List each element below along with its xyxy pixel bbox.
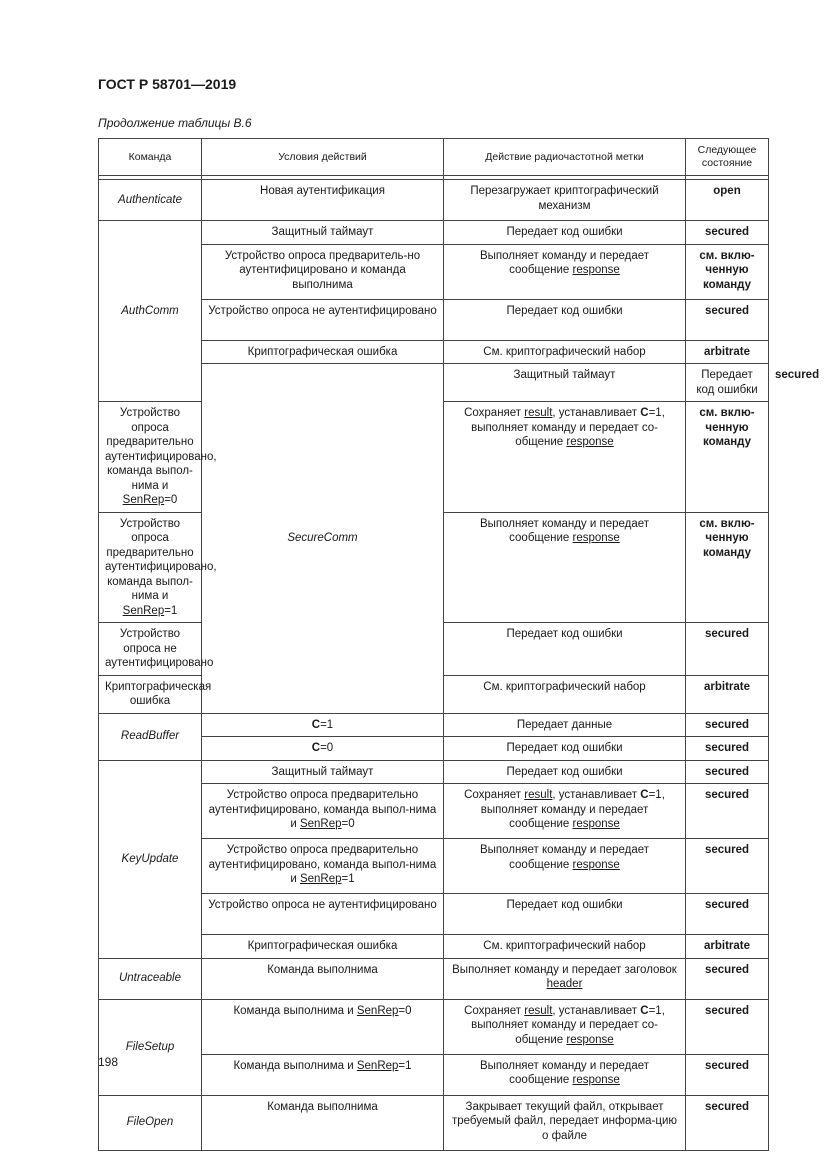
header-conditions: Условия действий <box>202 139 444 176</box>
cmd-filesetup: FileSetup <box>99 999 202 1095</box>
state-cell: arbitrate <box>686 340 769 364</box>
condition-cell: Устройство опроса предварительно аутентифицировано, команда выпол-нима и SenRep=0 <box>99 402 202 513</box>
state-cell: см. вклю-ченную команду <box>686 244 769 299</box>
table-caption: Продолжение таблицы В.6 <box>98 116 252 130</box>
condition-cell: Криптографическая ошибка <box>202 935 444 959</box>
condition-cell: C=1 <box>202 713 444 737</box>
state-cell: secured <box>686 221 769 245</box>
state-cell: см. вклю-ченную команду <box>686 402 769 513</box>
condition-cell: Устройство опроса не аутентифицировано <box>99 623 202 676</box>
cmd-authenticate: Authenticate <box>99 180 202 221</box>
state-cell: secured <box>686 760 769 784</box>
action-cell: Выполняет команду и передает сообщение response <box>444 1054 686 1095</box>
condition-cell: Защитный таймаут <box>202 221 444 245</box>
document-title: ГОСТ Р 58701—2019 <box>98 76 237 92</box>
condition-cell: Устройство опроса не аутентифицировано <box>202 299 444 340</box>
action-cell: См. криптографический набор <box>444 675 686 713</box>
state-cell: secured <box>686 894 769 935</box>
condition-cell: Защитный таймаут <box>202 760 444 784</box>
table-row <box>99 999 769 1054</box>
condition-cell: Устройство опроса предварительно аутентифицировано, команда выпол-нима и SenRep=1 <box>202 839 444 894</box>
action-cell: Передает код ошибки <box>444 623 686 676</box>
action-cell: Выполняет команду и передает заголовок header <box>444 958 686 999</box>
action-cell: Выполняет команду и передает сообщение response <box>444 839 686 894</box>
header-next-state: Следующее состояние <box>686 139 769 176</box>
action-cell: Передает код ошибки <box>444 894 686 935</box>
header-command: Команда <box>99 139 202 176</box>
state-cell: secured <box>686 1054 769 1095</box>
cmd-fileopen: FileOpen <box>99 1095 202 1150</box>
state-cell: см. вклю-ченную команду <box>686 512 769 623</box>
action-cell: Выполняет команду и передает сообщение response <box>444 244 686 299</box>
table-row <box>99 713 769 737</box>
condition-cell: Устройство опроса предваритель-но аутентифицировано и команда выполнима <box>202 244 444 299</box>
command-table <box>98 138 820 1151</box>
table-row: SecureComm Защитный таймаут Передает код ошибки secured <box>99 364 769 402</box>
state-cell: secured <box>686 999 769 1054</box>
state-cell: secured <box>686 299 769 340</box>
condition-cell: Защитный таймаут <box>444 364 686 402</box>
condition-cell: Устройство опроса не аутентифицировано <box>202 894 444 935</box>
condition-cell: Команда выполнима <box>202 958 444 999</box>
table-header-row <box>99 139 769 176</box>
cmd-authcomm: AuthComm <box>99 221 202 402</box>
action-cell: Сохраняет result, устанавливает C=1, выполняет команду и передает со-общение response <box>444 999 686 1054</box>
condition-cell: Новая аутентификация <box>202 180 444 221</box>
action-cell: См. криптографический набор <box>444 935 686 959</box>
action-cell: См. криптографический набор <box>444 340 686 364</box>
state-cell: secured <box>686 737 769 761</box>
table-row <box>99 221 769 245</box>
action-cell: Сохраняет result, устанавливает C=1, выполняет команду и передает сообщение response <box>444 784 686 839</box>
condition-cell: Устройство опроса предварительно аутентифицировано, команда выпол-нима и SenRep=1 <box>99 512 202 623</box>
action-cell: Перезагружает криптографический механизм <box>444 180 686 221</box>
table-row <box>99 1095 769 1150</box>
cmd-keyupdate: KeyUpdate <box>99 760 202 958</box>
state-cell: secured <box>686 958 769 999</box>
table-row <box>99 958 769 999</box>
page-number: 198 <box>98 1055 119 1069</box>
action-cell: Передает код ошибки <box>444 299 686 340</box>
cmd-securecomm: SecureComm <box>202 364 444 714</box>
condition-cell: C=0 <box>202 737 444 761</box>
state-cell: secured <box>686 784 769 839</box>
state-cell: secured <box>686 623 769 676</box>
state-cell: arbitrate <box>686 935 769 959</box>
state-cell: secured <box>686 839 769 894</box>
condition-cell: Команда выполнима и SenRep=0 <box>202 999 444 1054</box>
action-cell: Передает код ошибки <box>444 760 686 784</box>
condition-cell: Криптографическая ошибка <box>99 675 202 713</box>
table-row <box>99 180 769 221</box>
action-cell: Сохраняет result, устанавливает C=1, выполняет команду и передает со-общение response <box>444 402 686 513</box>
action-cell: Закрывает текущий файл, открывает требуемый файл, передает информа-цию о файле <box>444 1095 686 1150</box>
state-cell: secured <box>686 713 769 737</box>
state-cell: secured <box>686 1095 769 1150</box>
condition-cell: Устройство опроса предварительно аутентифицировано, команда выпол-нима и SenRep=0 <box>202 784 444 839</box>
header-action: Действие радиочастотной метки <box>444 139 686 176</box>
table-row <box>99 760 769 784</box>
condition-cell: Команда выполнима <box>202 1095 444 1150</box>
condition-cell: Криптографическая ошибка <box>202 340 444 364</box>
action-cell: Передает код ошибки <box>686 364 769 402</box>
condition-cell: Команда выполнима и SenRep=1 <box>202 1054 444 1095</box>
cmd-untraceable: Untraceable <box>99 958 202 999</box>
cmd-readbuffer: ReadBuffer <box>99 713 202 760</box>
action-cell: Выполняет команду и передает сообщение response <box>444 512 686 623</box>
state-cell: arbitrate <box>686 675 769 713</box>
action-cell: Передает код ошибки <box>444 737 686 761</box>
state-cell: open <box>686 180 769 221</box>
action-cell: Передает данные <box>444 713 686 737</box>
action-cell: Передает код ошибки <box>444 221 686 245</box>
